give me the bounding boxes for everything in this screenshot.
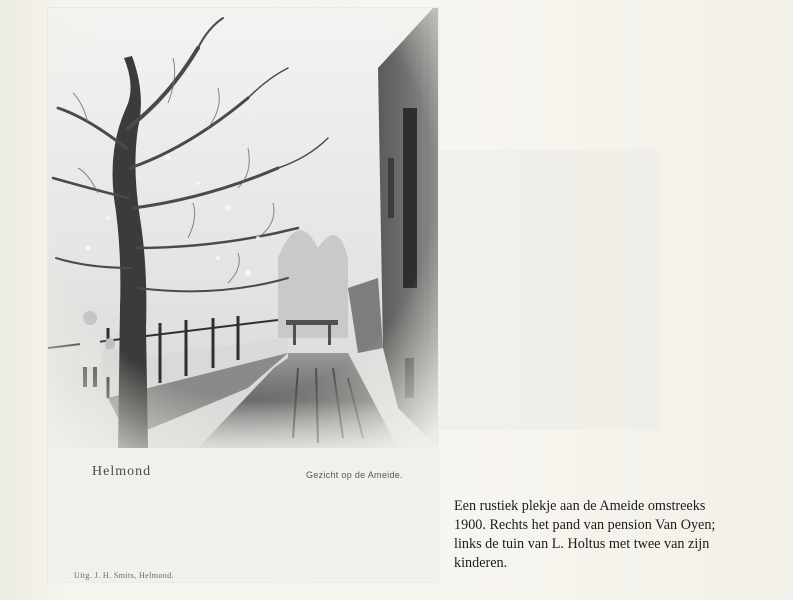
caption-line: 1900. Rechts het pand van pension Van Oyen; [454,517,716,533]
caption-line: links de tuin van L. Holtus met twee van zijn [454,536,710,552]
postcard-publisher: Uitg. J. H. Smits, Helmond. [74,571,174,580]
paper-bleed [440,150,660,430]
caption-line: Een rustiek plekje aan de Ameide omstreeks [454,498,706,514]
postcard [48,8,438,582]
postcard-view-title: Gezicht op de Ameide. [306,470,403,480]
canal-photo [48,8,438,448]
caption-line: kinderen. [454,555,508,571]
canal-photo-image [48,8,438,448]
photo-caption [454,497,776,573]
postcard-place-label: Helmond [92,464,152,479]
